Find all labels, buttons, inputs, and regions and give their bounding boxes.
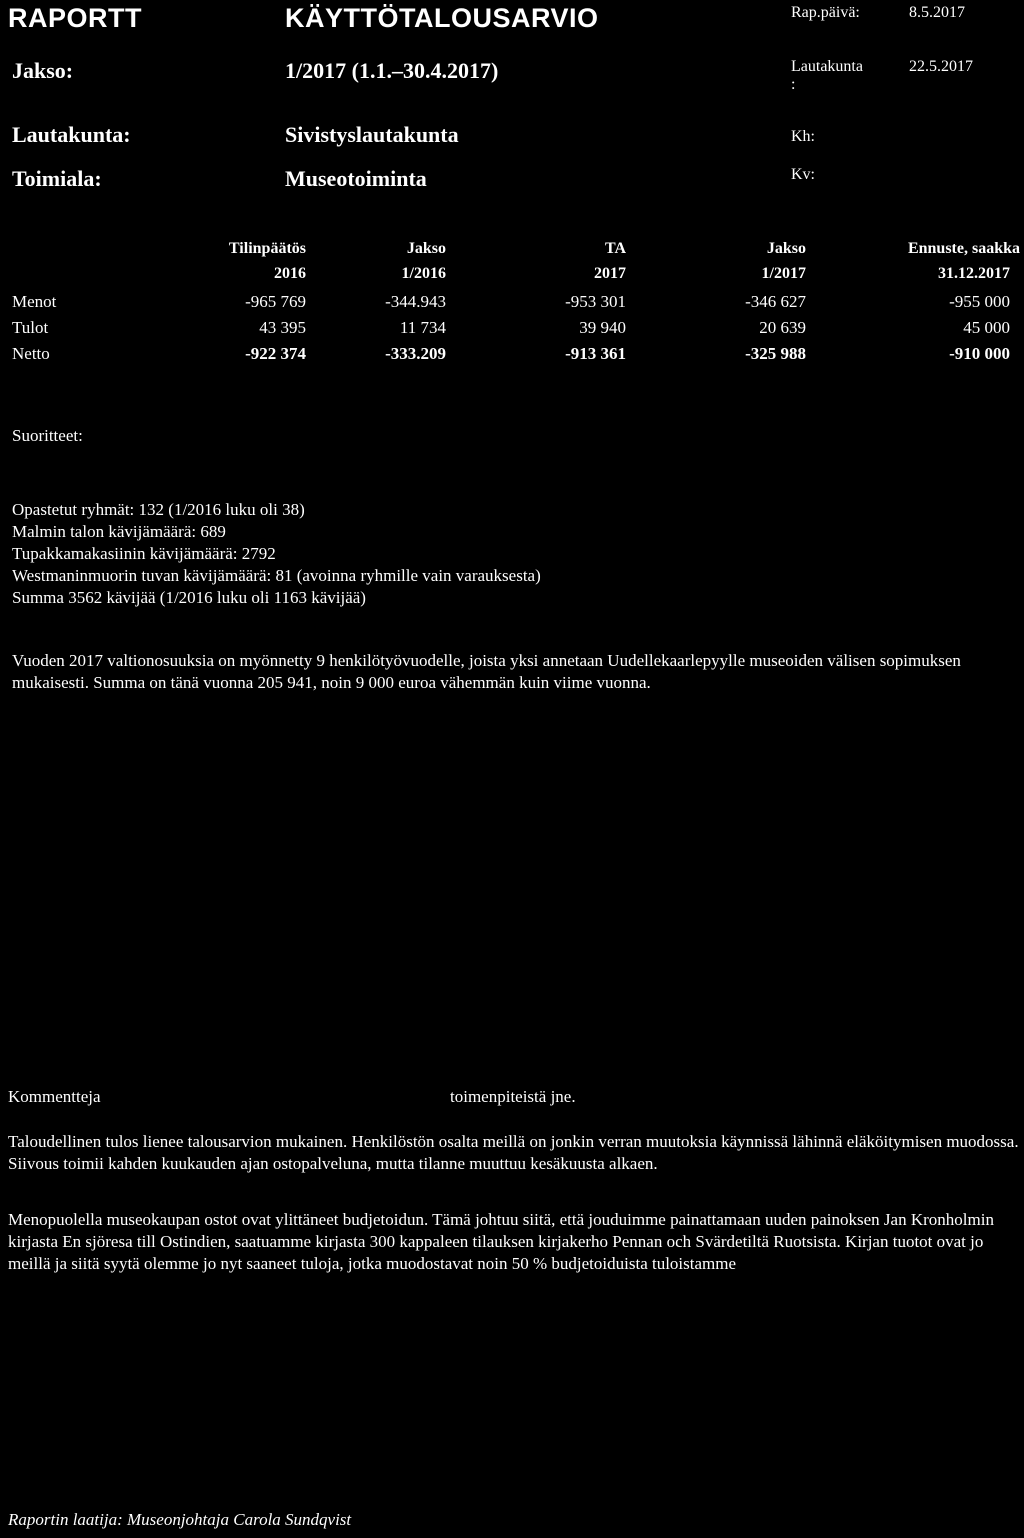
performance-line: Malmin talon kävijämäärä: 689 <box>12 522 226 541</box>
table-cell: -346 627 <box>745 292 806 311</box>
table-cell: 11 734 <box>399 318 446 337</box>
period-value: 1/2017 (1.1.–30.4.2017) <box>285 58 499 83</box>
period-label: Jakso: <box>12 58 74 83</box>
lautakunta-date-value: 22.5.2017 <box>909 58 973 75</box>
table-cell: -913 361 <box>565 344 626 363</box>
table-cell: 20 639 <box>759 318 806 337</box>
row-label-netto: Netto <box>12 344 50 363</box>
column-header-sub: 1/2016 <box>401 265 446 282</box>
table-cell: 39 940 <box>579 318 626 337</box>
report-label: RAPORTT <box>8 3 142 33</box>
table-cell: -910 000 <box>949 344 1010 363</box>
column-header-sub: 2016 <box>274 265 306 282</box>
kv-label: Kv: <box>791 166 815 183</box>
sector-value: Museotoiminta <box>285 166 427 191</box>
comments-paragraph-1: Taloudellinen tulos lienee talousarvion mukainen. Henkilöstön osalta meillä on jonkin verran muutoksia käynnissä lähinnä eläköitymisen muodossa. Siivous toimii kahden kuukauden ajan ostopalveluna, mutta tilanne muuttuu kesäkuusta alkaen. <box>8 1132 1019 1173</box>
report-author: Raportin laatija: Museonjohtaja Carola Sundqvist <box>8 1510 352 1529</box>
rap-paiva-value: 8.5.2017 <box>909 4 965 21</box>
table-cell: -325 988 <box>745 344 806 363</box>
performance-line: Tupakkamakasiinin kävijämäärä: 2792 <box>12 544 276 563</box>
column-header: Jakso <box>766 240 806 257</box>
table-cell: -953 301 <box>565 292 626 311</box>
lautakunta-date-label: Lautakunta <box>791 58 863 75</box>
row-label-tulot: Tulot <box>12 318 49 337</box>
performance-line: Summa 3562 kävijää (1/2016 luku oli 1163 kävijää) <box>12 588 366 607</box>
table-cell: -344.943 <box>385 292 446 311</box>
table-cell: 43 395 <box>259 318 306 337</box>
state-subsidy-paragraph: Vuoden 2017 valtionosuuksia on myönnetty 9 henkilötyövuodelle, joista yksi annetaan Uudellekaarlepyylle museoiden välisen sopimuksen mukaisesti. Summa on tänä vuonna 205 941, noin 9 000 euroa vähemmän kuin viime vuonna. <box>12 651 961 692</box>
column-header: Jakso <box>406 240 446 257</box>
column-header-sub: 31.12.2017 <box>938 265 1010 282</box>
table-cell: -333.209 <box>385 344 446 363</box>
table-cell: -922 374 <box>245 344 306 363</box>
kh-label: Kh: <box>791 128 815 145</box>
column-header: TA <box>604 240 626 257</box>
comments-paragraph-2: Menopuolella museokaupan ostot ovat ylittäneet budjetoidun. Tämä johtuu siitä, että jouduimme painattamaan uuden painoksen Jan Kronholmin kirjasta En sjöresa till Ostindien, saatuamme kirjasta 300 kappaleen tilauksen kirjakerho Pennan och Svärdetiltä Ruotsista. Kirjan tuotot ovat jo meillä ja siitä syytä olemme jo nyt saaneet tuloja, jotka muodostavat noin 50 % budjetoiduista tuloistamme <box>8 1210 994 1273</box>
report-title: KÄYTTÖTALOUSARVIO <box>285 3 599 33</box>
comments-heading-right: toimenpiteistä jne. <box>450 1087 576 1106</box>
performance-line: Opastetut ryhmät: 132 (1/2016 luku oli 38) <box>12 500 305 519</box>
rap-paiva-label: Rap.päivä: <box>791 4 860 21</box>
row-label-menot: Menot <box>12 292 57 311</box>
column-header: Ennuste, saakka <box>907 240 1020 257</box>
lautakunta-date-colon: : <box>791 76 796 93</box>
board-value: Sivistyslautakunta <box>285 122 459 147</box>
performance-line: Westmaninmuorin tuvan kävijämäärä: 81 (avoinna ryhmille vain varauksesta) <box>12 566 541 585</box>
table-cell: -965 769 <box>245 292 306 311</box>
table-cell: -955 000 <box>949 292 1010 311</box>
performance-heading: Suoritteet: <box>12 426 83 445</box>
column-header-sub: 2017 <box>594 265 626 282</box>
sector-label: Toimiala: <box>12 166 102 191</box>
comments-heading-left: Kommentteja <box>8 1087 101 1106</box>
table-cell: 45 000 <box>963 318 1010 337</box>
column-header-sub: 1/2017 <box>761 265 806 282</box>
column-header: Tilinpäätös <box>228 240 306 257</box>
board-label: Lautakunta: <box>12 122 131 147</box>
